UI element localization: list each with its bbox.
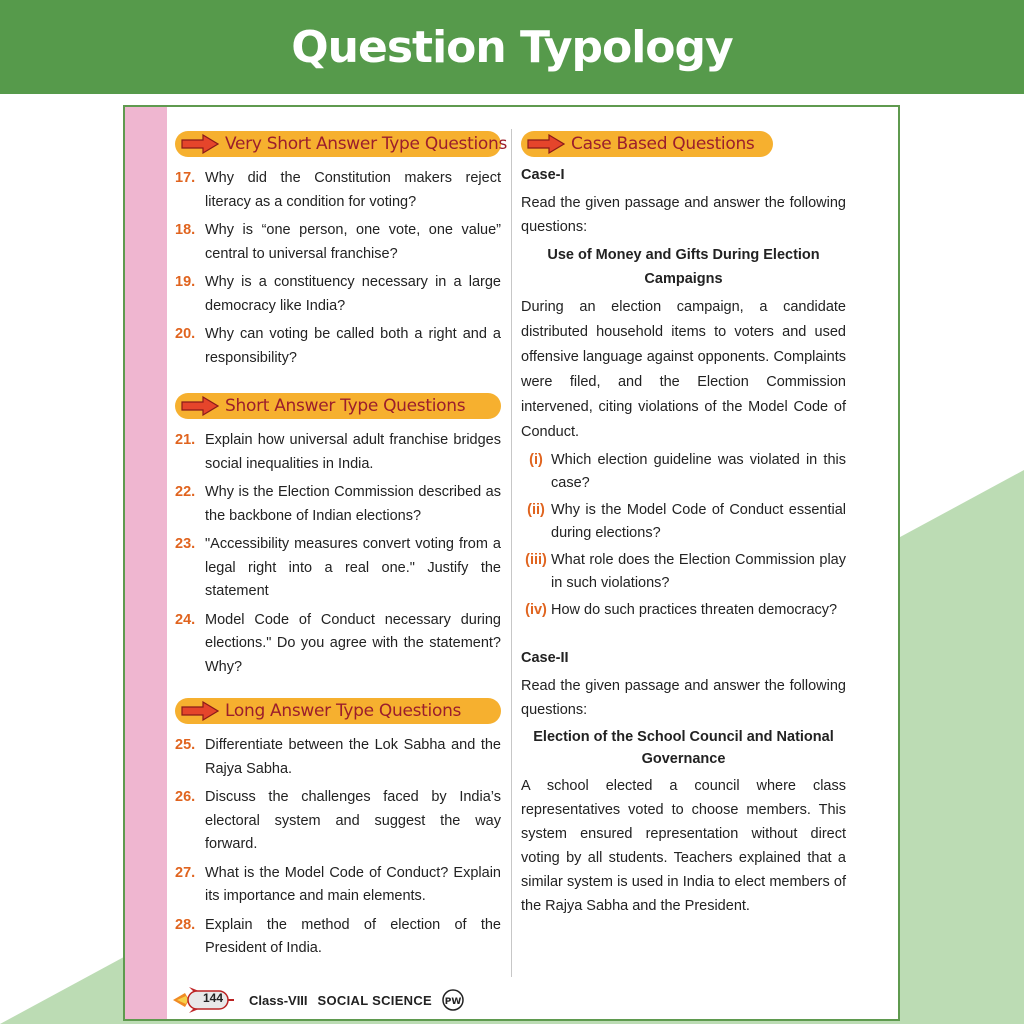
case-instruction: Read the given passage and answer the following questions: xyxy=(521,195,846,235)
question-text: Why is a constituency necessary in a large democracy like India? xyxy=(205,274,501,314)
left-column xyxy=(175,131,508,966)
section-label: Long Answer Type Questions xyxy=(225,701,462,721)
case-question-text: What role does the Election Commission play in such violations? xyxy=(551,552,846,591)
case-question xyxy=(521,449,846,495)
section-heading-short xyxy=(175,393,501,419)
question-number: 26. xyxy=(175,789,196,805)
question-text: Discuss the challenges faced by India’s electoral system and suggest the way forward. xyxy=(205,789,501,852)
question-item xyxy=(175,533,501,604)
header-bar xyxy=(0,0,1024,94)
margin-strip xyxy=(125,107,167,1019)
question-text: Why did the Constitution makers reject literacy as a condition for voting? xyxy=(205,170,501,210)
case-question xyxy=(521,499,846,545)
question-number: 28. xyxy=(175,916,196,933)
case-question-number: (ii) xyxy=(527,502,545,518)
logo-text: PW xyxy=(444,997,462,1007)
question-text: "Accessibility measures convert voting from a legal right into a real one." Justify the statement xyxy=(205,536,501,599)
case-question-text: Which election guideline was violated in this case? xyxy=(551,452,846,491)
question-item xyxy=(175,429,501,476)
book-page xyxy=(123,105,900,1021)
section-heading-very-short xyxy=(175,131,508,157)
arrow-icon xyxy=(527,134,565,154)
question-item xyxy=(175,323,501,370)
case-question-text: Why is the Model Code of Conduct essential during elections? xyxy=(551,502,846,541)
question-item xyxy=(175,481,501,528)
question-item xyxy=(175,609,501,680)
question-text: Why is the Election Commission described as the backbone of Indian elections? xyxy=(205,484,501,524)
class-label: Class-VIII xyxy=(249,992,308,1008)
section-heading-case-based xyxy=(521,131,773,157)
page-footer xyxy=(173,987,464,1013)
question-text: Differentiate between the Lok Sabha and the Rajya Sabha. xyxy=(205,737,501,777)
question-number: 18. xyxy=(175,222,196,238)
question-text: Why can voting be called both a right and a responsibility? xyxy=(205,326,501,366)
question-item xyxy=(175,271,501,318)
question-number: 20. xyxy=(175,326,196,342)
arrow-icon xyxy=(181,134,219,154)
subject-label: SOCIAL SCIENCE xyxy=(317,992,433,1008)
case-question xyxy=(521,599,846,622)
case-question-number: (iii) xyxy=(525,552,547,568)
case-question-number: (i) xyxy=(529,452,543,468)
section-label: Case Based Questions xyxy=(571,134,755,154)
page-heading: Question Typology xyxy=(291,21,733,73)
question-number: 22. xyxy=(175,484,196,500)
question-text: Why is “one person, one vote, one value” central to universal franchise? xyxy=(205,222,501,262)
case-instruction: Read the given passage and answer the following questions: xyxy=(521,678,846,718)
passage-text: A school elected a council where class representatives voted to choose members. This system ensured representation without direct voting by all students. Teachers explained that a similar system is used in India to elect members of the Rajya Sabha and the President. xyxy=(521,778,846,914)
question-item xyxy=(175,219,501,266)
column-divider xyxy=(511,129,512,977)
case-question-number: (iv) xyxy=(525,602,547,618)
right-column xyxy=(521,131,846,922)
passage-title: Election of the School Council and National Governance xyxy=(533,729,834,767)
section-heading-long xyxy=(175,698,501,724)
question-number: 27. xyxy=(175,864,196,881)
question-text: What is the Model Code of Conduct? Explain its importance and main elements. xyxy=(205,864,501,904)
question-number: 25. xyxy=(175,737,196,753)
question-item xyxy=(175,786,501,857)
section-label: Very Short Answer Type Questions xyxy=(225,134,508,154)
question-number: 19. xyxy=(175,274,196,290)
question-text: Model Code of Conduct necessary during elections." Do you agree with the statement? Why? xyxy=(205,611,501,675)
arrow-icon xyxy=(181,701,219,721)
case-question xyxy=(521,549,846,595)
arrow-icon xyxy=(181,396,219,416)
case-title: Case-II xyxy=(521,650,569,666)
question-text: Explain how universal adult franchise bridges social inequalities in India. xyxy=(205,432,501,472)
question-number: 23. xyxy=(175,536,196,552)
question-item xyxy=(175,914,501,961)
question-number: 24. xyxy=(175,611,196,628)
rocket-icon xyxy=(173,987,235,1013)
passage-title: Use of Money and Gifts During Election Campaigns xyxy=(547,247,820,287)
case-title: Case-I xyxy=(521,167,565,183)
question-text: Explain the method of election of the President of India. xyxy=(205,916,501,956)
passage-text: During an election campaign, a candidate distributed household items to voters and used offensive language against opponents. Complaints were filed, and the Election Commission intervened, citing violations of the Model Code of Conduct. xyxy=(521,299,846,440)
section-label: Short Answer Type Questions xyxy=(225,396,466,416)
question-item xyxy=(175,862,501,909)
question-item xyxy=(175,734,501,781)
question-item xyxy=(175,167,501,214)
question-number: 21. xyxy=(175,432,196,448)
case-question-text: How do such practices threaten democracy? xyxy=(551,602,838,618)
page-number: 144 xyxy=(203,991,224,1005)
pw-logo-icon xyxy=(442,989,464,1011)
question-number: 17. xyxy=(175,170,196,186)
